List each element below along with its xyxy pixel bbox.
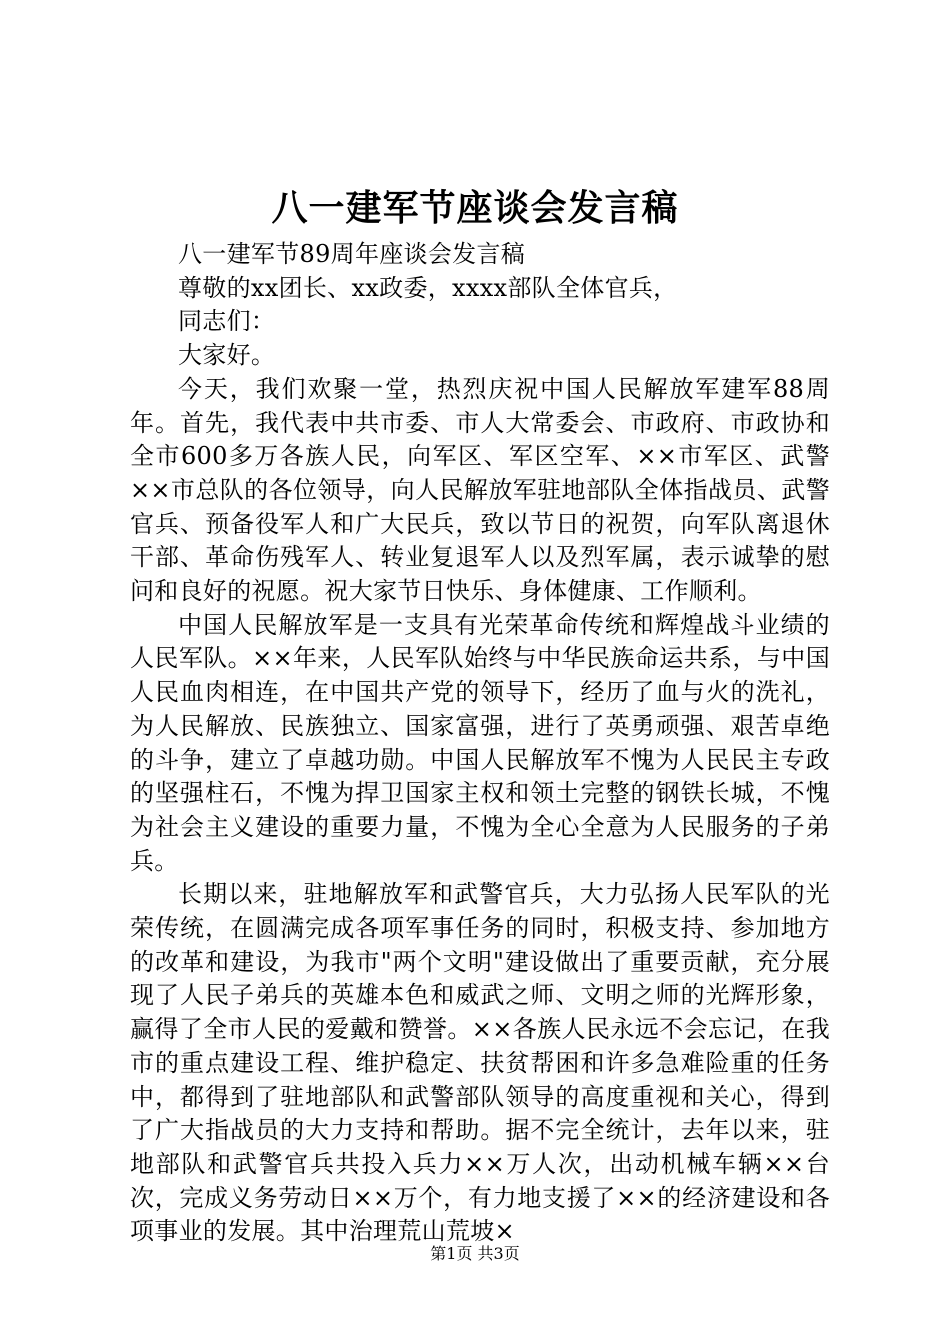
greeting-comrades: 同志们： (178, 307, 276, 336)
page-number-footer: 第1页 共3页 (430, 1244, 520, 1263)
subtitle-line: 八一建军节89周年座谈会发言稿 (178, 240, 526, 268)
paragraph-local-support: 长期以来，驻地解放军和武警官兵，大力弘扬人民军队的光荣传统，在圆满完成各项军事任务的同时，积极支持、参加地方的改革和建设，为我市"两个文明"建设做出了重要贡献，充分展现了人民子弟兵的英雄本色和威武之师、文明之师的光辉形象，赢得了全市人民的爱戴和赞誉。××各族人民永远不会忘记，在我市的重点建设工程、维护稳定、扶贫帮困和许多急难险重的任务中，都得到了驻地部队和武警部队领导的高度重视和关心，得到了广大指战员的大力支持和帮助。据不完全统计，去年以来，驻地部队和武警官兵共投入兵力××万人次，出动机械车辆××台次，完成义务劳动日××万个，有力地支援了××的经济建设和各项事业的发展。其中治理荒山荒坡× (130, 880, 830, 1246)
paragraph-celebration: 今天，我们欢聚一堂，热烈庆祝中国人民解放军建军88周年。首先，我代表中共市委、市人大常委会、市政府、市政协和全市600多万各族人民，向军区、军区空军、××市军区、武警××市总队的各位领导，向人民解放军驻地部队全体指战员、武警官兵、预备役军人和广大民兵，致以节日的祝贺，向军队离退休干部、革命伤残军人、转业复退军人以及烈军属，表示诚挚的慰问和良好的祝愿。祝大家节日快乐、身体健康、工作顺利。 (130, 374, 830, 606)
document-body (130, 238, 830, 1249)
document-title: 八一建军节座谈会发言稿 (271, 187, 679, 229)
paragraph-pla-history: 中国人民解放军是一支具有光荣革命传统和辉煌战斗业绩的人民军队。××年来，人民军队始终与中华民族命运共系，与中国人民血肉相连，在中国共产党的领导下，经历了血与火的洗礼，为人民解放、民族独立、国家富强，进行了英勇顽强、艰苦卓绝的斗争，建立了卓越功勋。中国人民解放军不愧为人民民主专政的坚强柱石，不愧为捍卫国家主权和领土完整的钢铁长城，不愧为社会主义建设的重要力量，不愧为全心全意为人民服务的子弟兵。 (130, 610, 830, 875)
salutation-line: 尊敬的xx团长、xx政委，xxxx部队全体官兵， (178, 273, 678, 302)
greeting-hello: 大家好。 (178, 341, 276, 370)
